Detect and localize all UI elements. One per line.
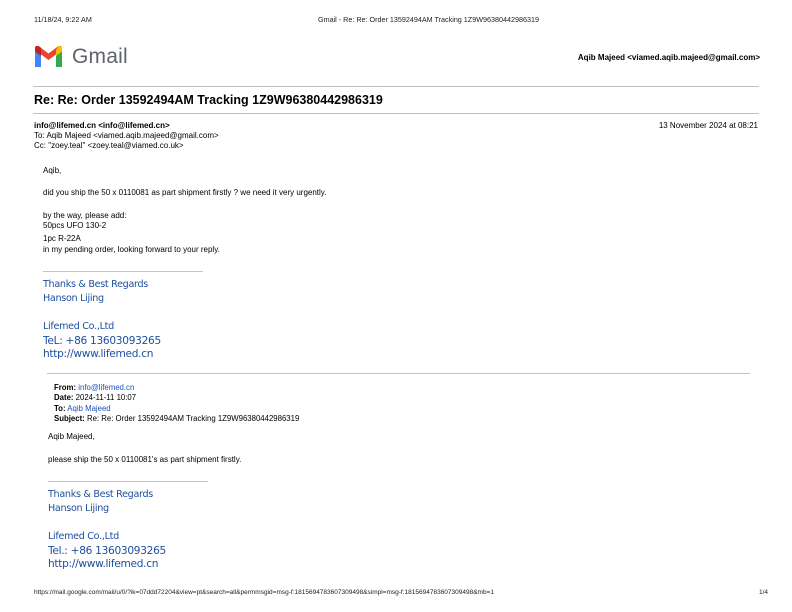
signature-website-link[interactable]: http://www.lifemed.cn (48, 558, 159, 570)
quoted-date (54, 393, 136, 402)
divider (33, 86, 759, 87)
quoted-from (54, 383, 134, 392)
quoted-to (54, 404, 111, 413)
quoted-date-value: 2024-11-11 10:07 (75, 393, 137, 402)
signature-name: Hanson Lijing (48, 503, 109, 514)
signature-company: Lifemed Co.,Ltd (43, 321, 114, 332)
quoted-line: please ship the 50 x 0110081's as part shipment firstly. (48, 455, 242, 464)
message-line: in my pending order, looking forward to your reply. (43, 245, 220, 254)
quoted-subject-value: Re: Re: Order 13592494AM Tracking 1Z9W96380442986319 (86, 414, 300, 423)
signature-divider (48, 481, 208, 482)
signature-regards: Thanks & Best Regards (48, 489, 153, 500)
quoted-subject (54, 414, 299, 423)
quoted-subject-label: Subject: (54, 414, 85, 423)
message-greeting: Aqib, (43, 166, 62, 175)
signature-name: Hanson Lijing (43, 293, 104, 304)
thread-subject: Re: Re: Order 13592494AM Tracking 1Z9W96380442986319 (34, 93, 383, 107)
message-from: info@lifemed.cn <info@lifemed.cn> (34, 121, 170, 130)
message-to: To: Aqib Majeed <viamed.aqib.majeed@gmail.com> (34, 131, 219, 140)
signature-website-link[interactable]: http://www.lifemed.cn (43, 348, 154, 360)
message-line: by the way, please add: (43, 211, 127, 220)
quote-divider (47, 373, 750, 374)
message-line: 50pcs UFO 130-2 (43, 221, 107, 230)
signature-company: Lifemed Co.,Ltd (48, 531, 119, 542)
quoted-date-label: Date: (54, 393, 74, 402)
divider (33, 113, 759, 114)
message-line: did you ship the 50 x 0110081 as part shipment firstly ? we need it very urgently. (43, 188, 327, 197)
quoted-to-link[interactable]: Aqib Majeed (67, 404, 111, 413)
gmail-logo[interactable] (33, 44, 128, 70)
quoted-from-label: From: (54, 383, 77, 392)
print-datetime: 11/18/24, 9:22 AM (34, 15, 92, 24)
quoted-greeting: Aqib Majeed, (48, 432, 95, 441)
print-title: Gmail - Re: Re: Order 13592494AM Tracking 1Z9W96380442986319 (318, 15, 539, 24)
gmail-icon (33, 45, 64, 69)
quoted-to-label: To: (54, 404, 66, 413)
signature-tel: TeL: +86 13603093265 (43, 335, 161, 347)
account-label: Aqib Majeed <viamed.aqib.majeed@gmail.com> (577, 53, 760, 62)
signature-divider (43, 271, 203, 272)
signature-tel: Tel.: +86 13603093265 (48, 545, 166, 557)
quoted-from-link[interactable]: info@lifemed.cn (78, 383, 135, 392)
print-url: https://mail.google.com/mail/u/0/?ik=07ddd72204&view=pt&search=all&permmsgid=msg-f:1815694783607309498&simpl=msg-f:1815694783607309498&mb=1 (34, 589, 494, 596)
message-cc: Cc: "zoey.teal" <zoey.teal@viamed.co.uk> (34, 141, 184, 150)
gmail-wordmark: Gmail (72, 45, 128, 68)
signature-regards: Thanks & Best Regards (43, 279, 148, 290)
message-date: 13 November 2024 at 08:21 (658, 121, 758, 130)
message-line: 1pc R-22A (43, 234, 81, 243)
print-page-number: 1/4 (758, 589, 768, 596)
